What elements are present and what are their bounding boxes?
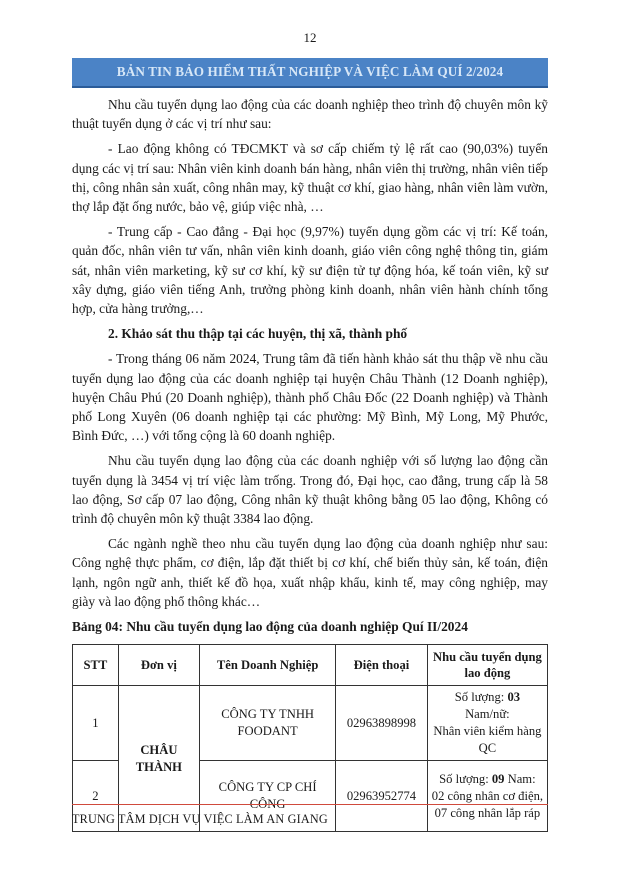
bullet-skilled: - Trung cấp - Cao đẳng - Đại học (9,97%) tuyển dụng gồm các vị trí: Kế toán, quản đốc, nhân viên tư vấn, nhân viên kinh doanh, giáo viên công nghệ thông tin, giám sát, nhân viên marketing, kỹ sư cơ khí, kỹ sư điện tử tự động hóa, kế toán viên, kỹ sư xây dựng, giáo viên tiếng Anh, trưởng phòng kinh doanh, nhân viên hành chính tổng hợp, cửa hàng trưởng,…	[72, 224, 548, 317]
demand-paragraph: Nhu cầu tuyển dụng lao động của các doanh nghiệp với số lượng lao động cần tuyển dụng là 3454 vị trí việc làm trống. Trong đó, Đại học, cao đẳng, trung cấp là 58 lao động, Sơ cấp 07 lao động, Công nhân kỹ thuật không bằng 05 lao động, Không có trình độ chuyên môn kỹ thuật 3384 lao động.	[72, 453, 548, 527]
header-unit: Đơn vị	[118, 645, 199, 686]
industries-paragraph: Các ngành nghề theo nhu cầu tuyển dụng lao động của doanh nghiệp như sau: Công nghệ thực phẩm, cơ điện, lắp đặt thiết bị cơ khí, chế biến thủy sản, kế toán, điện lạnh, ngôn ngữ anh, thiết kế đồ họa, xuất nhập khẩu, kinh tế, may công nghiệp, may giày và lao động phổ thông khác…	[72, 536, 548, 609]
demand-line3: QC	[478, 741, 497, 756]
section-heading: 2. Khảo sát thu thập tại các huyện, thị xã, thành phố	[108, 326, 408, 342]
company-name-line2: CÔNG	[249, 797, 286, 812]
page-number: 12	[303, 30, 317, 45]
demand-line3: 07 công nhân lắp ráp	[434, 805, 541, 820]
bullet-unskilled: - Lao động không có TĐCMKT và sơ cấp chiếm tỷ lệ rất cao (90,03%) tuyển dụng các vị trí sau: Nhân viên kinh doanh bán hàng, nhân viên thị trường, nhân viên tiếp thị, công nhân sản xuất, công nhân may, kỹ thuật cơ khí, giao hàng, nhân viên làm vườn, thợ lắp đặt ống nước, bảo vệ, giúp việc nhà, …	[72, 141, 548, 215]
demand-count: 03	[507, 690, 521, 705]
main-content	[72, 95, 548, 832]
footer-rule	[72, 804, 548, 805]
company-name-line1: CÔNG TY CP CHÍ	[218, 780, 317, 795]
banner-title: BẢN TIN BẢO HIỂM THẤT NGHIỆP VÀ VIỆC LÀM QUÍ 2/2024	[116, 64, 504, 79]
unit-cell	[118, 686, 199, 832]
demand-count: 09	[491, 771, 505, 786]
demand-line2: 02 công nhân cơ điện,	[431, 788, 544, 803]
row-phone: 02963898998	[336, 686, 428, 761]
company-name-line2: FOODANT	[237, 724, 298, 739]
header-stt: STT	[73, 645, 119, 686]
demand-suffix: Nam/nữ:	[465, 707, 510, 722]
company-name-line1: CÔNG TY TNHH	[221, 707, 315, 722]
demand-prefix: Số lượng:	[454, 690, 508, 705]
row-demand	[427, 761, 547, 832]
table-header-row	[73, 645, 548, 686]
unit-name-line1: CHÂU	[140, 742, 178, 757]
survey-paragraph: - Trong tháng 06 năm 2024, Trung tâm đã tiến hành khảo sát thu thập về nhu cầu tuyển dụng lao động của các doanh nghiệp tại huyện Châu Thành (12 Doanh nghiệp), huyện Châu Phú (20 Doanh nghiệp), thành phố Châu Đốc (22 Doanh nghiệp) và Thành phố Long Xuyên (06 doanh nghiệp tại các phường: Mỹ Bình, Mỹ Long, Mỹ Phước, Bình Đức, …) với tổng cộng là 60 doanh nghiệp.	[72, 351, 548, 444]
header-demand: Nhu cầu tuyển dụng lao động	[427, 645, 547, 686]
header-company: Tên Doanh Nghiệp	[200, 645, 336, 686]
unit-name-line2: THÀNH	[135, 759, 182, 774]
demand-line2: Nhân viên kiểm hàng	[433, 724, 542, 739]
row-demand	[427, 686, 547, 761]
newsletter-banner	[72, 58, 548, 88]
row-company	[200, 686, 336, 761]
table-caption: Bảng 04: Nhu cầu tuyển dụng lao động của doanh nghiệp Quí II/2024	[72, 619, 468, 635]
header-phone: Điện thoại	[336, 645, 428, 686]
table-row	[73, 686, 548, 761]
demand-suffix: Nam:	[504, 771, 536, 786]
demand-prefix: Số lượng:	[439, 771, 492, 786]
row-phone: 02963952774	[336, 761, 428, 832]
footer-text: TRUNG TÂM DỊCH VỤ VIỆC LÀM AN GIANG	[72, 812, 328, 826]
intro-paragraph: Nhu cầu tuyển dụng lao động của các doanh nghiệp theo trình độ chuyên môn kỹ thuật tuyển dụng ở các vị trí như sau:	[72, 97, 548, 132]
row-stt: 2	[73, 761, 119, 832]
row-stt: 1	[73, 686, 119, 761]
